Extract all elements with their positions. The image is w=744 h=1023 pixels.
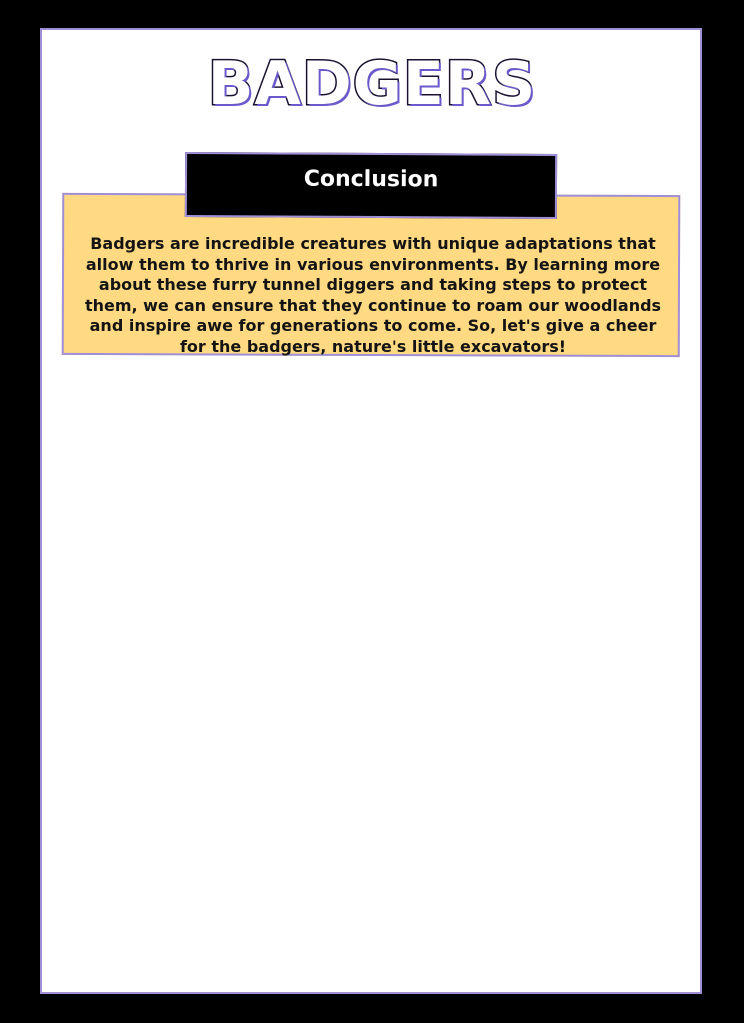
section-heading: Conclusion [303, 166, 439, 193]
section-header-box [185, 152, 557, 219]
conclusion-paragraph: Badgers are incredible creatures with unique adaptations that allow them to thrive in various environments. By learning more about these furry tunnel diggers and taking steps to protect them, we can ensure that they continue to roam our woodlands and inspire awe for generations to come. So, let's give a cheer for the badgers, nature's little excavators! [84, 234, 662, 356]
page-title: BADGERS [207, 49, 537, 119]
